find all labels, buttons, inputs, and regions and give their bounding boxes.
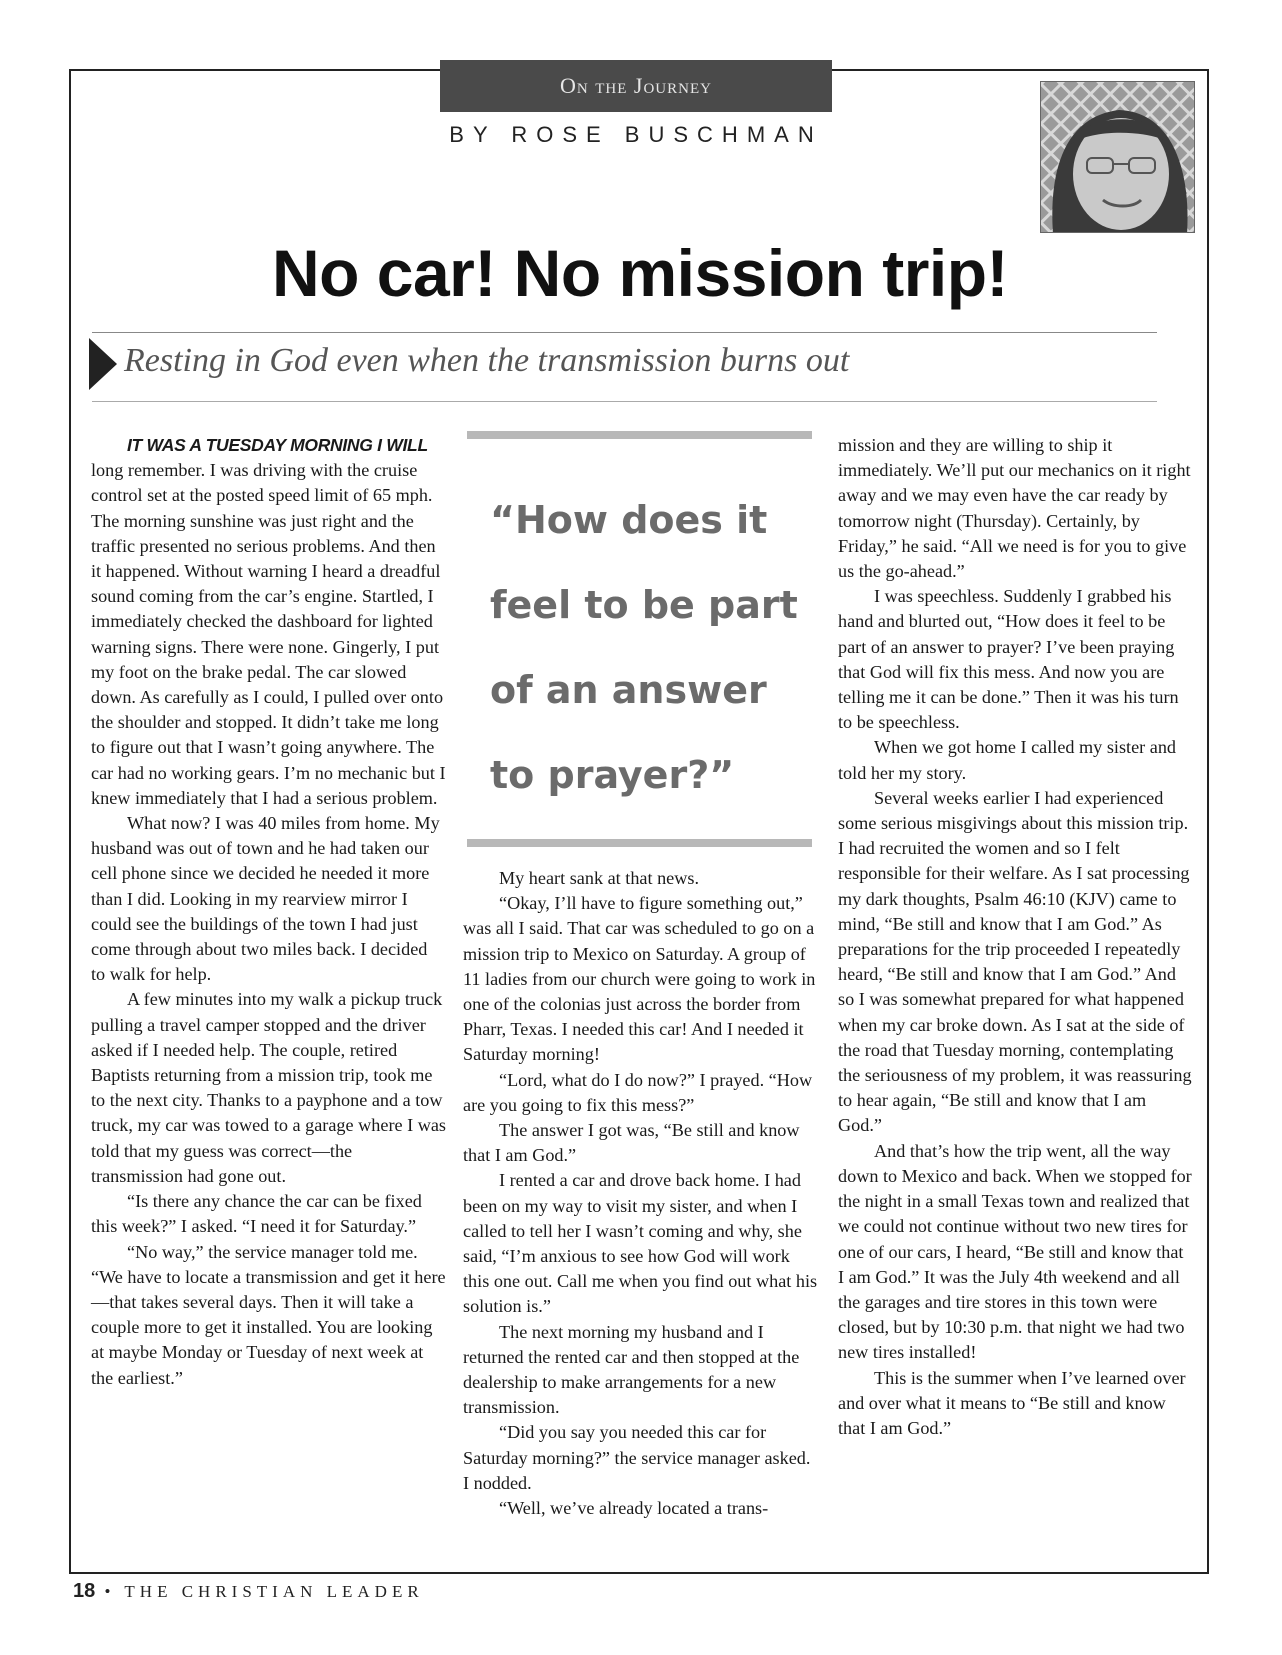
- body-column-2: [463, 866, 818, 1521]
- paragraph: IT WAS A TUESDAY MORNING I WILL long remember. I was driving with the cruise control set at the posted speed limit of 65 mph. The morning sunshine was just right and the traffic presented no serious problems. And then it happened. Without warning I heard a dreadful sound coming from the car’s engine. Startled, I immediately checked the dashboard for lighted warning signs. There were none. Gingerly, I put my foot on the brake pedal. The car slowed down. As carefully as I could, I pulled over onto the shoulder and stopped. It didn’t take me long to figure out that I wasn’t going anywhere. The car had no working gears. I’m no mechanic but I knew immediately that I had a serious problem.: [91, 435, 446, 808]
- footer-separator: •: [104, 1582, 116, 1601]
- byline: BY ROSE BUSCHMAN: [449, 122, 823, 147]
- pull-quote-rule-top: [467, 431, 812, 439]
- paragraph: “Is there any chance the car can be fixed this week?” I asked. “I need it for Saturday.”: [91, 1191, 422, 1237]
- author-photo: [1040, 81, 1195, 233]
- paragraph: When we got home I called my sister and told her my story.: [838, 737, 1177, 783]
- paragraph: “No way,” the service manager told me. “We have to locate a transmission and get it here—that takes several days. Then it will take a couple more to get it installed. You are looking at maybe Monday or Tuesday of next week at the earliest.”: [91, 1241, 446, 1388]
- page-number: 18: [73, 1580, 96, 1602]
- column-name-banner: On the Journey: [440, 60, 832, 112]
- deck-rule-bottom: [92, 401, 1157, 402]
- lead-in: IT WAS A TUESDAY MORNING I WILL: [127, 435, 428, 455]
- paragraph: “Did you say you needed this car for Saturday morning?” the service manager asked. I nodded.: [463, 1422, 811, 1493]
- paragraph: And that’s how the trip went, all the way down to Mexico and back. When we stopped for the night in a small Texas town and realized that we could not continue without two new tires for one of our cars, I heard, “Be still and know that I am God.” It was the July 4th weekend and all the garages and tire stores in this town were closed, but by 10:30 p.m. that night we had two new tires installed!: [838, 1140, 1192, 1363]
- paragraph: I was speechless. Suddenly I grabbed his hand and blurted out, “How does it feel to be part of an answer to prayer? I’ve been praying that God will fix this mess. And now you are telling me it can be done.” Then it was his turn to be speechless.: [838, 586, 1179, 733]
- page-footer: [73, 1580, 424, 1603]
- body-column-1: [91, 433, 446, 1391]
- body-column-3: [838, 433, 1193, 1441]
- publication-name: THE CHRISTIAN LEADER: [124, 1582, 424, 1601]
- paragraph: This is the summer when I’ve learned over and over what it means to “Be still and know that I am God.”: [838, 1367, 1186, 1438]
- paragraph: A few minutes into my walk a pickup truck pulling a travel camper stopped and the driver asked if I needed help. The couple, retired Baptists returning from a mission trip, took me to the next city. Thanks to a payphone and a tow truck, my car was towed to a garage where I was told that my guess was correct—the transmission had gone out.: [91, 989, 447, 1186]
- paragraph: The next morning my husband and I returned the rented car and then stopped at the dealership to make arrangements for a new transmission.: [463, 1321, 800, 1418]
- paragraph: My heart sank at that news.: [499, 868, 700, 888]
- pull-quote-rule-bottom: [467, 839, 812, 847]
- author-portrait-image: [1041, 82, 1195, 233]
- pull-quote: “How does it feel to be part of an answer to prayer?”: [490, 498, 798, 797]
- headline: No car! No mission trip!: [271, 236, 1009, 310]
- paragraph: The answer I got was, “Be still and know that I am God.”: [463, 1120, 800, 1166]
- paragraph: mission and they are willing to ship it immediately. We’ll put our mechanics on it right away and we may even have the car ready by tomorrow night (Thursday). Certainly, by Friday,” he said. “All we need is for you to give us the go-ahead.”: [838, 435, 1191, 582]
- paragraph: Several weeks earlier I had experienced some serious misgivings about this mission trip. I had recruited the women and so I felt responsible for their welfare. As I sat processing my dark thoughts, Psalm 46:10 (KJV) came to mind, “Be still and know that I am God.” As preparations for the trip proceeded I repeatedly heard, “Be still and know that I am God.” And so I was somewhat prepared for what happened when my car broke down. As I sat at the side of the road that Tuesday morning, contemplating the seriousness of my problem, it was reassuring to hear again, “Be still and know that I am God.”: [838, 787, 1192, 1136]
- paragraph: “Lord, what do I do now?” I prayed. “How are you going to fix this mess?”: [463, 1069, 813, 1115]
- deck-rule-top: [92, 332, 1157, 333]
- paragraph: “Well, we’ve already located a trans-: [499, 1498, 769, 1519]
- deck-arrow-icon: [89, 338, 117, 390]
- paragraph: I rented a car and drove back home. I had been on my way to visit my sister, and when I called to tell her I wasn’t coming and why, she said, “I’m anxious to see how God will work this one out. Call me when you find out what his solution is.”: [463, 1170, 818, 1317]
- paragraph: “Okay, I’ll have to figure something out,” was all I said. That car was scheduled to go on a mission trip to Mexico on Saturday. A group of 11 ladies from our church were going to work in one of the colonias just across the border from Pharr, Texas. I needed this car! And I needed it Saturday morning!: [463, 893, 816, 1065]
- deck-subtitle: Resting in God even when the transmission burns out: [124, 342, 850, 379]
- paragraph: What now? I was 40 miles from home. My husband was out of town and he had taken our cell phone since we decided he needed it more than I did. Looking in my rearview mirror I could see the buildings of the town I had just come through about two miles back. I decided to walk for help.: [91, 813, 440, 985]
